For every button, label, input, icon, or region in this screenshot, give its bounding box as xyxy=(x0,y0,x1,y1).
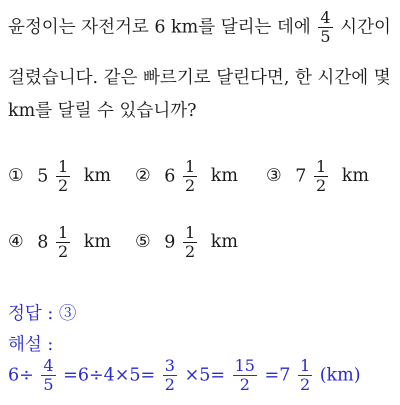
choice-5-unit: km xyxy=(210,232,238,253)
question-fraction-denominator: 5 xyxy=(320,27,331,47)
choice-3-numerator: 1 xyxy=(316,157,327,176)
choice-4-mark: ④ xyxy=(8,232,24,253)
eq-fraction-1-numerator: 4 xyxy=(43,356,54,375)
eq-fraction-4 xyxy=(298,357,312,395)
eq-part-2: =6÷4×5= xyxy=(63,365,156,386)
answer-label: 정답 : ③ xyxy=(8,304,77,324)
choice-3-fraction xyxy=(314,158,328,196)
eq-part-4: =7 xyxy=(264,365,291,386)
explanation-equation xyxy=(8,357,361,395)
question-text-after: 시간이 xyxy=(340,17,391,38)
eq-fraction-4-numerator: 1 xyxy=(299,356,311,375)
question-line-3: km를 달릴 수 있습니까? xyxy=(8,101,197,121)
choice-2-unit: km xyxy=(210,166,238,187)
eq-part-3: ×5= xyxy=(184,365,226,386)
choice-4-whole: 8 xyxy=(37,232,49,253)
choice-3[interactable] xyxy=(266,158,369,196)
choice-1-unit: km xyxy=(83,166,111,187)
eq-fraction-2 xyxy=(163,357,177,395)
choice-4-numerator: 1 xyxy=(58,223,69,242)
choice-2-numerator: 1 xyxy=(185,157,196,176)
eq-fraction-2-denominator: 2 xyxy=(164,375,175,395)
choice-2-whole: 6 xyxy=(164,166,176,187)
choice-2-fraction xyxy=(183,158,197,196)
choice-5-fraction xyxy=(183,224,197,262)
choice-5-numerator: 1 xyxy=(185,223,196,242)
eq-part-1: 6÷ xyxy=(8,365,34,386)
choice-4-unit: km xyxy=(83,232,111,253)
choice-1-numerator: 1 xyxy=(58,157,69,176)
choice-1-denominator: 2 xyxy=(58,176,69,196)
choice-3-whole: 7 xyxy=(295,166,307,187)
choice-5-mark: ⑤ xyxy=(135,232,151,253)
eq-fraction-1 xyxy=(41,357,55,395)
eq-unit: (km) xyxy=(319,365,361,386)
explanation-label: 해설 : xyxy=(8,335,54,355)
choice-1-fraction xyxy=(56,158,70,196)
choice-5-whole: 9 xyxy=(164,232,176,253)
choice-2-denominator: 2 xyxy=(185,176,196,196)
eq-fraction-2-numerator: 3 xyxy=(164,356,175,375)
question-text-before: 윤정이는 자전거로 6 km를 달리는 데에 xyxy=(8,17,311,38)
choice-1[interactable] xyxy=(8,158,111,196)
question-fraction xyxy=(318,9,332,47)
eq-fraction-3-denominator: 2 xyxy=(233,375,257,394)
choice-3-unit: km xyxy=(341,166,369,187)
choice-4-fraction xyxy=(56,224,70,262)
eq-fraction-4-denominator: 2 xyxy=(299,375,311,395)
question-line-1 xyxy=(8,9,391,47)
choice-5[interactable] xyxy=(135,224,238,262)
eq-fraction-3-numerator: 15 xyxy=(234,356,255,375)
choice-3-denominator: 2 xyxy=(316,176,327,196)
eq-fraction-3 xyxy=(233,357,257,395)
choice-2-mark: ② xyxy=(135,166,151,187)
choice-1-mark: ① xyxy=(8,166,24,187)
question-line-2: 걸렸습니다. 같은 빠르기로 달린다면, 한 시간에 몇 xyxy=(8,68,391,88)
choice-3-mark: ③ xyxy=(266,166,282,187)
choice-5-denominator: 2 xyxy=(185,242,196,262)
choice-2[interactable] xyxy=(135,158,238,196)
choice-1-whole: 5 xyxy=(37,166,49,187)
question-fraction-numerator: 4 xyxy=(320,8,331,27)
eq-fraction-1-denominator: 5 xyxy=(43,375,54,395)
choice-4[interactable] xyxy=(8,224,111,262)
choice-4-denominator: 2 xyxy=(58,242,69,262)
